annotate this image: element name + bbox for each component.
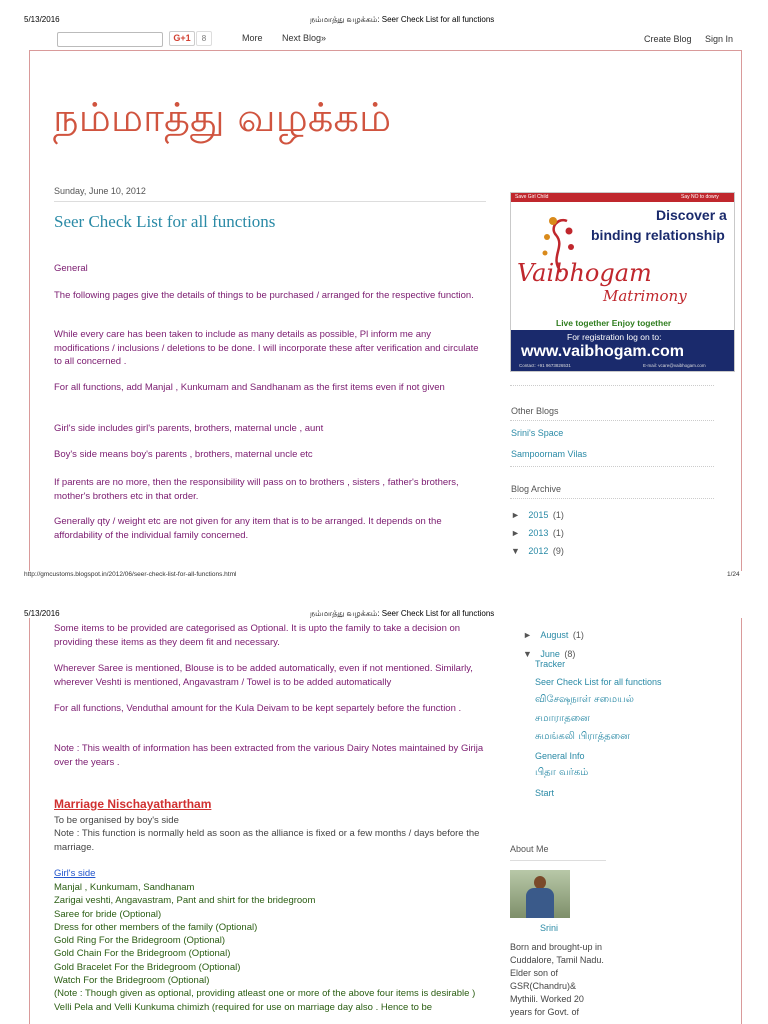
sidebar-separator xyxy=(510,420,714,421)
ad-email: E-mail: vcare@vaibhogam.com xyxy=(643,363,706,368)
expand-arrow-icon[interactable]: ► xyxy=(523,630,532,640)
print-date: 5/13/2016 xyxy=(24,15,60,24)
collapse-arrow-icon[interactable]: ▼ xyxy=(511,546,520,556)
post-link-visesha-naal[interactable]: விசேஷநாள் சமையல் xyxy=(535,694,634,705)
archive-month-august[interactable] xyxy=(523,625,584,643)
more-link[interactable]: More xyxy=(242,33,263,43)
archive-year-2015[interactable] xyxy=(511,505,564,523)
ad-binding: binding relationship xyxy=(591,227,725,243)
archive-year-label[interactable]: 2015 xyxy=(528,510,549,520)
search-input[interactable] xyxy=(57,32,163,47)
marriage-nischayathartham-heading[interactable]: Marriage Nischayathartham xyxy=(54,797,212,811)
archive-count: (8) xyxy=(564,649,576,659)
vaibhogam-ad[interactable] xyxy=(510,192,735,372)
profile-body xyxy=(526,888,554,918)
list-item: (Note : Though given as optional, providing atleast one or more of the above four items is desirable ) xyxy=(54,988,476,1000)
about-me-divider xyxy=(510,860,606,861)
post-link-samaradhanai[interactable]: சமாராதனை xyxy=(535,713,590,724)
print-footer-url: http://gmcustoms.blogspot.in/2012/06/seer-check-list-for-all-functions.html xyxy=(24,571,237,578)
archive-month-label[interactable]: June xyxy=(540,649,560,659)
blog-link-sampoornam-vilas[interactable]: Sampoornam Vilas xyxy=(511,449,587,459)
ad-tagline: Live together Enjoy together xyxy=(556,318,672,328)
blog-title[interactable]: நம்மாத்து வழக்கம் xyxy=(53,95,392,141)
archive-count: (1) xyxy=(572,630,584,640)
post-link-start[interactable]: Start xyxy=(535,788,555,798)
para-parents: If parents are no more, then the responsibility will pass on to brothers , sisters , father's brothers, mother's brothers etc in that order. xyxy=(54,477,459,502)
para-qty: Generally qty / weight etc are not given for any item that is to be arranged. It depends on the affordability of the individual family concerned. xyxy=(54,516,442,541)
sidebar-separator xyxy=(510,498,714,499)
print-date: 5/13/2016 xyxy=(24,609,60,618)
para-optional: Some items to be provided are categorised as Optional. It is upto the family to take a decision on providing these items as they deem fit and necessary. xyxy=(54,623,461,648)
archive-year-2012[interactable] xyxy=(511,541,564,559)
list-item: Zarigai veshti, Angavastram, Pant and shirt for the bridegroom xyxy=(54,895,316,907)
profile-bio: Born and brought-up in Cuddalore, Tamil Nadu. Elder son of GSR(Chandru)& Mythili. Worked 20 years for Govt. of xyxy=(510,942,604,1017)
post-link-general-info[interactable]: General Info xyxy=(535,751,585,761)
para-venduthal: For all functions, Venduthal amount for the Kula Deivam to be kept separtely before the function . xyxy=(54,703,462,714)
archive-year-label[interactable]: 2013 xyxy=(528,528,549,538)
page-gap xyxy=(0,585,768,605)
ad-say-no: Say NO to dowry xyxy=(681,194,719,200)
para-general: General xyxy=(54,263,88,274)
para-manjal: For all functions, add Manjal , Kunkumam and Sandhanam as the first items even if not given xyxy=(54,382,445,393)
list-item: Velli Pela and Velli Kunkuma chimizh (required for use on marriage day also . Hence to be xyxy=(54,1001,433,1013)
other-blogs-heading: Other Blogs xyxy=(511,406,559,416)
next-blog-link[interactable]: Next Blog» xyxy=(282,33,327,43)
girls-side-items xyxy=(54,881,484,1014)
ad-save-girl: Save Girl Child xyxy=(515,194,549,200)
archive-count: (1) xyxy=(552,510,564,520)
post-title[interactable]: Seer Check List for all functions xyxy=(54,212,276,231)
organised-by: To be organised by boy's side xyxy=(54,815,179,826)
ad-brand-vaibhogam: Vaibhogam xyxy=(517,259,652,287)
ad-discover: Discover a xyxy=(656,207,727,223)
about-me-heading: About Me xyxy=(510,844,549,854)
post-link-tracker[interactable]: Tracker xyxy=(535,659,566,669)
collapse-arrow-icon[interactable]: ▼ xyxy=(523,649,532,659)
post-link-sumangali[interactable]: சுமங்கலி பிராத்தனை xyxy=(535,731,630,742)
create-blog-link[interactable]: Create Blog xyxy=(644,34,692,44)
blog-archive-heading: Blog Archive xyxy=(511,484,562,494)
para-disclaimer: While every care has been taken to include as many details as possible, Pl inform me any modifications / inclusions / deletions to be done. I will incorporate these after verification and circulate to all concerned . xyxy=(54,329,479,367)
list-item: Manjal , Kunkumam, Sandhanam xyxy=(54,882,195,893)
sign-in-link[interactable]: Sign In xyxy=(705,34,734,44)
archive-year-2013[interactable] xyxy=(511,523,564,541)
google-plus-button[interactable]: G+1 xyxy=(169,31,195,46)
list-item: Watch For the Bridegroom (Optional) xyxy=(54,975,210,987)
list-item: Gold Chain For the Bridegroom (Optional) xyxy=(54,948,231,960)
expand-arrow-icon[interactable]: ► xyxy=(511,510,520,520)
list-item: Saree for bride (Optional) xyxy=(54,908,162,920)
para-intro: The following pages give the details of things to be purchased / arranged for the respective function. xyxy=(54,290,474,301)
list-item: Dress for other members of the family (Optional) xyxy=(54,921,258,933)
ad-url[interactable]: www.vaibhogam.com xyxy=(521,343,684,360)
ad-contact: Contact: +91 9673826531 xyxy=(519,363,571,368)
post-date: Sunday, June 10, 2012 xyxy=(54,186,146,196)
print-footer-page: 1/24 xyxy=(727,571,740,578)
profile-photo[interactable] xyxy=(510,870,570,918)
ad-registration: For registration log on to: xyxy=(567,332,662,342)
girls-side-heading[interactable]: Girl's side xyxy=(54,868,96,879)
print-title: நம்மாத்து வழக்கம்: Seer Check List for all functions xyxy=(310,15,495,24)
print-title: நம்மாத்து வழக்கம்: Seer Check List for all functions xyxy=(310,609,495,618)
para-girls-side: Girl's side includes girl's parents, brothers, maternal uncle , aunt xyxy=(54,423,324,434)
function-note: Note : This function is normally held as soon as the alliance is fixed or a few months / days before the marriage. xyxy=(54,828,480,853)
para-saree-blouse: Wherever Saree is mentioned, Blouse is to be added automatically, even if not mentioned. Similarly, wherever Veshti is mentioned, Angavastram / Towel is to be added automatically xyxy=(54,663,473,688)
date-divider xyxy=(54,201,486,202)
sidebar-separator xyxy=(510,385,714,386)
expand-arrow-icon[interactable]: ► xyxy=(511,528,520,538)
list-item: Gold Bracelet For the Bridegroom (Optional) xyxy=(54,961,241,973)
archive-count: (9) xyxy=(552,546,564,556)
sidebar-separator xyxy=(510,466,714,467)
post-link-seer-check-list[interactable]: Seer Check List for all functions xyxy=(535,677,662,687)
profile-name[interactable]: Srini xyxy=(540,923,559,933)
post-link-pitha-vargam[interactable]: பிதா வர்கம் xyxy=(535,767,589,778)
list-item: Gold Ring For the Bridegroom (Optional) xyxy=(54,935,226,947)
archive-month-label[interactable]: August xyxy=(540,630,569,640)
blog-link-srinis-space[interactable]: Srini's Space xyxy=(511,428,564,438)
google-plus-count: 8 xyxy=(196,31,212,46)
archive-count: (1) xyxy=(552,528,564,538)
ad-brand-matrimony: Matrimony xyxy=(603,287,687,305)
archive-year-label[interactable]: 2012 xyxy=(528,546,549,556)
para-note: Note : This wealth of information has been extracted from the various Dairy Notes maintained by Girija over the years . xyxy=(54,743,484,768)
para-boys-side: Boy's side means boy's parents , brothers, maternal uncle etc xyxy=(54,449,313,460)
